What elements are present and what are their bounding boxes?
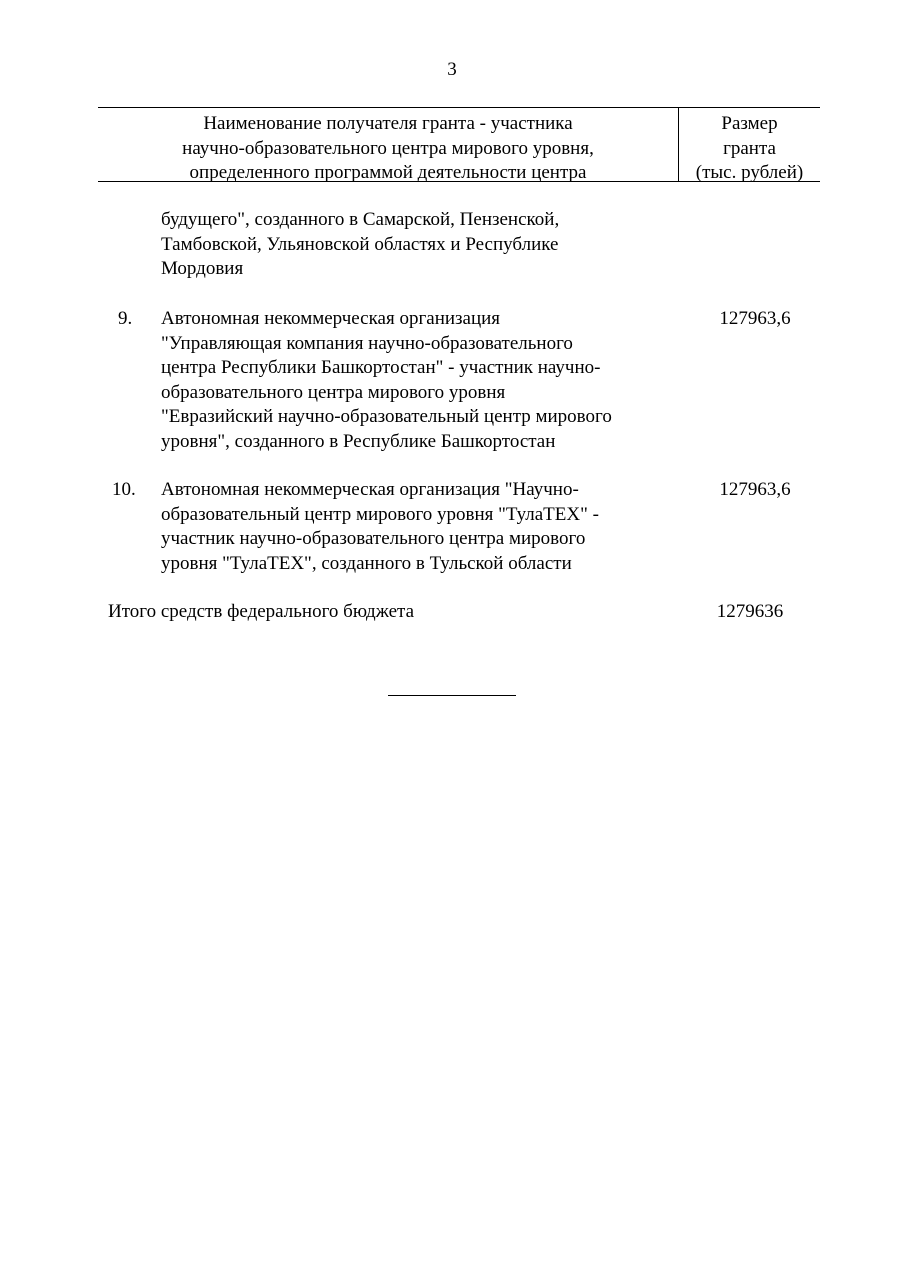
total-amount: 1279636 xyxy=(716,601,784,622)
text-line: образовательный центр мирового уровня "ТулаТЕХ" - xyxy=(161,503,599,525)
total-label: Итого средств федерального бюджета xyxy=(108,601,415,622)
text-line: будущего", созданного в Самарской, Пензенской, xyxy=(161,209,560,230)
text-line: участник научно-образовательного центра мирового xyxy=(161,528,586,549)
continuation-text xyxy=(161,208,681,282)
text-line: Автономная некоммерческая организация "Научно- xyxy=(161,479,579,500)
end-of-document-rule xyxy=(388,695,516,696)
text-line: Мордовия xyxy=(161,258,244,279)
text-line: Автономная некоммерческая организация xyxy=(161,308,501,329)
row-number: 10. xyxy=(112,479,136,500)
row-number: 9. xyxy=(118,308,133,329)
header-name-line: Наименование получателя гранта - участника xyxy=(203,113,573,134)
row-recipient-name xyxy=(161,478,681,576)
row-grant-amount: 127963,6 xyxy=(719,308,791,329)
text-line: "Евразийский научно-образовательный центр мирового xyxy=(161,406,612,427)
row-grant-amount: 127963,6 xyxy=(719,479,791,500)
text-line: "Управляющая компания научно-образовательного xyxy=(161,332,573,354)
header-amount-line: (тыс. рублей) xyxy=(695,162,804,183)
text-line: уровня "ТулаТЕХ", созданного в Тульской области xyxy=(161,552,572,574)
header-amount-line: Размер xyxy=(721,113,778,134)
text-line: Тамбовской, Ульяновской областях и Республике xyxy=(161,233,559,255)
header-name-line: научно-образовательного центра мирового уровня, xyxy=(182,137,594,159)
text-line: центра Республики Башкортостан" - участник научно- xyxy=(161,357,601,378)
header-recipient-name xyxy=(98,112,678,186)
header-name-line: определенного программой деятельности центра xyxy=(189,162,587,183)
page-number: 3 xyxy=(447,59,457,80)
header-grant-amount xyxy=(679,112,820,186)
text-line: уровня", созданного в Республике Башкортостан xyxy=(161,430,556,452)
table-header xyxy=(98,107,820,182)
row-recipient-name xyxy=(161,307,681,454)
text-line: образовательного центра мирового уровня xyxy=(161,381,506,403)
header-amount-line: гранта xyxy=(723,137,776,159)
